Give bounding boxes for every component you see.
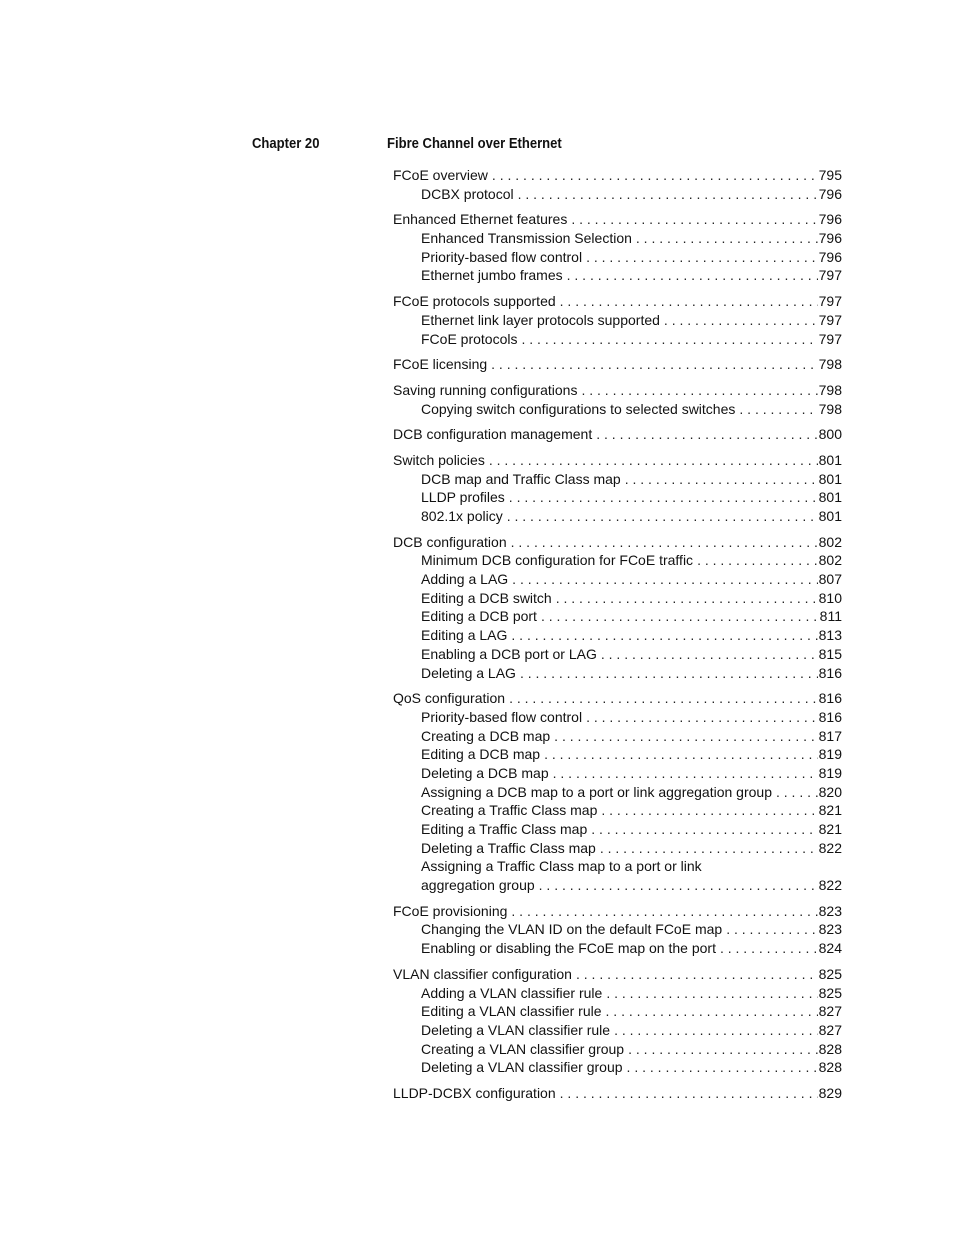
dot-leader [586,708,818,727]
toc-entry-title: Creating a VLAN classifier group [421,1040,625,1057]
toc-section [393,689,842,895]
toc-entry-page: 817 [818,727,842,744]
toc-entry[interactable] [393,1084,842,1103]
toc-entry-title: Saving running configurations [393,381,578,398]
toc-subentry[interactable] [393,708,842,727]
toc-entry-title: VLAN classifier configuration [393,965,572,982]
toc-section [393,210,842,285]
toc-entry-page: 807 [818,571,842,588]
toc-entry[interactable] [393,166,842,185]
toc-entry-title: LLDP profiles [421,489,505,506]
toc-entry-page: 825 [818,984,842,1001]
toc-entry[interactable] [393,292,842,311]
toc-entry-title: aggregation group [421,877,535,894]
toc-entry-title: Creating a DCB map [421,727,551,744]
toc-subentry[interactable] [393,839,842,858]
toc-entry-title: Editing a DCB map [421,746,541,763]
toc-subentry[interactable] [393,488,842,507]
dot-leader [520,664,818,683]
toc-subentry[interactable] [393,185,842,204]
toc-entry-title: Editing a VLAN classifier rule [421,1003,602,1020]
toc-entry-page: 798 [818,356,842,373]
toc-entry-title: Ethernet link layer protocols supported [421,311,660,328]
toc-entry[interactable] [393,902,842,921]
toc-subentry[interactable] [393,783,842,802]
toc-subentry[interactable] [393,266,842,285]
toc-entry-page: 798 [818,381,842,398]
dot-leader [553,764,818,783]
toc-entry-title: FCoE overview [393,167,488,183]
toc-entry-page: 797 [818,330,842,347]
toc-entry[interactable] [393,355,842,374]
toc-subentry[interactable] [393,229,842,248]
toc-entry-page: 797 [818,267,842,284]
dot-leader [586,248,818,267]
toc-entry-page: 819 [818,746,842,763]
dot-leader [518,185,818,204]
dot-leader [576,965,818,984]
toc-subentry[interactable] [393,645,842,664]
dot-leader [567,266,818,285]
toc-entry-page: 797 [818,311,842,328]
toc-entry-title: Changing the VLAN ID on the default FCoE map [421,921,723,938]
toc-entry-page: 802 [818,533,842,550]
dot-leader [596,425,817,444]
dot-leader [601,801,817,820]
dot-leader [606,984,817,1003]
toc-subentry[interactable] [393,311,842,330]
toc-entry-title: Deleting a VLAN classifier group [421,1059,623,1076]
toc-section [393,1084,842,1103]
toc-entry-page: 796 [818,230,842,247]
toc-entry-page: 822 [818,839,842,856]
toc-entry-page: 828 [818,1040,842,1057]
toc-subentry[interactable] [393,1040,842,1059]
toc-entry[interactable] [393,451,842,470]
dot-leader [492,166,818,185]
toc-entry-page: 801 [818,451,842,468]
toc-entry-page: 802 [818,552,842,569]
dot-leader [636,229,818,248]
toc-subentry[interactable] [393,400,842,419]
dot-leader [601,645,818,664]
dot-leader [560,292,818,311]
toc-entry-page: 797 [818,293,842,310]
toc-entry-title: Minimum DCB configuration for FCoE traffic [421,552,694,569]
toc-entry-page: 816 [818,708,842,725]
toc-entry-title: FCoE protocols supported [393,293,556,310]
toc-section [393,425,842,444]
toc-entry-page: 801 [818,508,842,524]
dot-leader [581,381,817,400]
toc-entry-page: 827 [818,1021,842,1038]
toc-subentry[interactable] [393,920,842,939]
toc-entry-page: 822 [818,877,842,894]
toc-subentry[interactable] [393,1002,842,1021]
toc-entry-title: Adding a LAG [421,571,509,588]
dot-leader [491,355,817,374]
toc-subentry[interactable] [393,570,842,589]
dot-leader [571,210,817,229]
toc-entry-page: 824 [818,940,842,957]
dot-leader [726,920,817,939]
toc-entry-title: FCoE licensing [393,356,488,373]
toc-entry-title: DCBX protocol [421,185,514,202]
dot-leader [720,939,818,958]
dot-leader [512,570,817,589]
toc-entry-page: 795 [818,167,842,183]
toc-entry-title: DCB map and Traffic Class map [421,470,621,487]
toc-entry-page: 827 [818,1003,842,1020]
toc-entry-title: Editing a DCB switch [421,589,552,606]
toc-entry-page: 821 [818,821,842,837]
toc-subentry[interactable] [393,507,842,526]
toc-subentry[interactable] [393,1021,842,1040]
toc-entry-title: DCB configuration [393,533,507,550]
dot-leader [521,330,817,349]
toc-entry[interactable] [393,533,842,552]
toc-section [393,166,842,203]
toc-entry-page: 816 [818,664,842,681]
toc-section [393,965,842,1077]
toc-subentry[interactable] [393,857,842,876]
toc-entry-page: 796 [818,248,842,265]
toc-entry-title: Enhanced Transmission Selection [421,230,632,247]
toc-entry-page: 825 [818,965,842,982]
toc-section [393,292,842,348]
toc-subentry[interactable] [393,664,842,683]
toc-section [393,902,842,958]
toc-entry-title: LLDP-DCBX configuration [393,1084,556,1101]
toc-subentry[interactable] [393,551,842,570]
toc-entry-page: 823 [818,902,842,919]
dot-leader [625,470,818,489]
dot-leader [507,507,818,526]
dot-leader [511,626,817,645]
toc-entry-page: 813 [818,627,842,644]
toc-entry[interactable] [393,965,842,984]
toc-subentry[interactable] [393,801,842,820]
toc-entry-page: 796 [818,211,842,228]
dot-leader [600,839,818,858]
toc-entry-title: Creating a Traffic Class map [421,802,598,819]
toc-entry-page: 798 [818,400,842,417]
toc-entry-page: 796 [818,185,842,202]
toc-subentry-continuation[interactable] [393,876,842,895]
dot-leader [614,1021,818,1040]
toc-entry-page: 811 [819,608,842,625]
chapter-title: Fibre Channel over Ethernet [387,136,562,152]
toc-entry-title: Editing a Traffic Class map [421,821,588,837]
toc-entry-title: 802.1x policy [421,508,503,524]
dot-leader [697,551,818,570]
table-of-contents [393,166,842,1110]
toc-subentry[interactable] [393,764,842,783]
toc-entry-page: 800 [818,426,842,443]
toc-entry-title: Deleting a DCB map [421,764,549,781]
toc-entry-page: 819 [818,764,842,781]
dot-leader [539,876,818,895]
dot-leader [560,1084,818,1103]
toc-entry-page: 816 [818,690,842,707]
toc-entry-page: 829 [818,1084,842,1101]
toc-entry-page: 828 [818,1059,842,1076]
toc-entry-title: Enabling or disabling the FCoE map on the port [421,940,716,957]
toc-entry-title: Ethernet jumbo frames [421,267,563,284]
toc-section [393,355,842,374]
toc-entry[interactable] [393,425,842,444]
toc-subentry[interactable] [393,1058,842,1077]
toc-subentry[interactable] [393,589,842,608]
chapter-number: Chapter 20 [252,136,320,152]
toc-entry-page: 801 [818,489,842,506]
dot-leader [541,607,819,626]
toc-subentry[interactable] [393,727,842,746]
toc-entry-title: Deleting a Traffic Class map [421,839,596,856]
dot-leader [544,745,818,764]
toc-entry-title: Enabling a DCB port or LAG [421,645,597,662]
toc-section [393,451,842,526]
dot-leader [776,783,818,802]
toc-entry[interactable] [393,689,842,708]
toc-entry-page: 810 [818,589,842,606]
dot-leader [628,1040,818,1059]
toc-entry[interactable] [393,210,842,229]
toc-entry-title: Switch policies [393,451,485,468]
dot-leader [509,488,818,507]
toc-entry-title: Priority-based flow control [421,708,583,725]
toc-entry-title: FCoE protocols [421,330,518,347]
toc-subentry[interactable] [393,820,842,839]
toc-entry-title: FCoE provisioning [393,902,508,919]
toc-entry-title: Editing a LAG [421,627,508,644]
dot-leader [554,727,817,746]
toc-subentry[interactable] [393,626,842,645]
toc-subentry[interactable] [393,330,842,349]
dot-leader [606,1002,818,1021]
toc-entry-title: Copying switch configurations to selected switches [421,400,736,417]
toc-section [393,381,842,418]
toc-section [393,533,842,683]
toc-entry-title: Deleting a VLAN classifier rule [421,1021,611,1038]
toc-entry-page: 801 [818,470,842,487]
toc-entry-page: 823 [818,921,842,938]
dot-leader [509,689,818,708]
toc-subentry[interactable] [393,607,842,626]
toc-subentry[interactable] [393,939,842,958]
toc-subentry[interactable] [393,745,842,764]
toc-entry-title: Enhanced Ethernet features [393,211,568,228]
dot-leader [591,820,817,839]
toc-entry-title: Assigning a Traffic Class map to a port or link [421,858,702,875]
toc-entry-title: Priority-based flow control [421,248,583,265]
toc-entry-title: Adding a VLAN classifier rule [421,984,603,1001]
toc-entry-page: 815 [818,645,842,662]
dot-leader [556,589,818,608]
toc-subentry[interactable] [393,984,842,1003]
toc-entry-title: DCB configuration management [393,426,593,443]
dot-leader [511,533,818,552]
toc-subentry[interactable] [393,470,842,489]
toc-subentry[interactable] [393,248,842,267]
dot-leader [627,1058,818,1077]
dot-leader [664,311,818,330]
toc-entry-page: 820 [818,783,842,800]
toc-entry[interactable] [393,381,842,400]
dot-leader [739,400,817,419]
toc-entry-title: QoS configuration [393,690,506,707]
toc-entry-title: Assigning a DCB map to a port or link aggregation group [421,783,772,800]
toc-entry-title: Editing a DCB port [421,608,537,625]
dot-leader [489,451,818,470]
toc-entry-page: 821 [818,802,842,819]
toc-entry-title: Deleting a LAG [421,664,516,681]
dot-leader [511,902,817,921]
